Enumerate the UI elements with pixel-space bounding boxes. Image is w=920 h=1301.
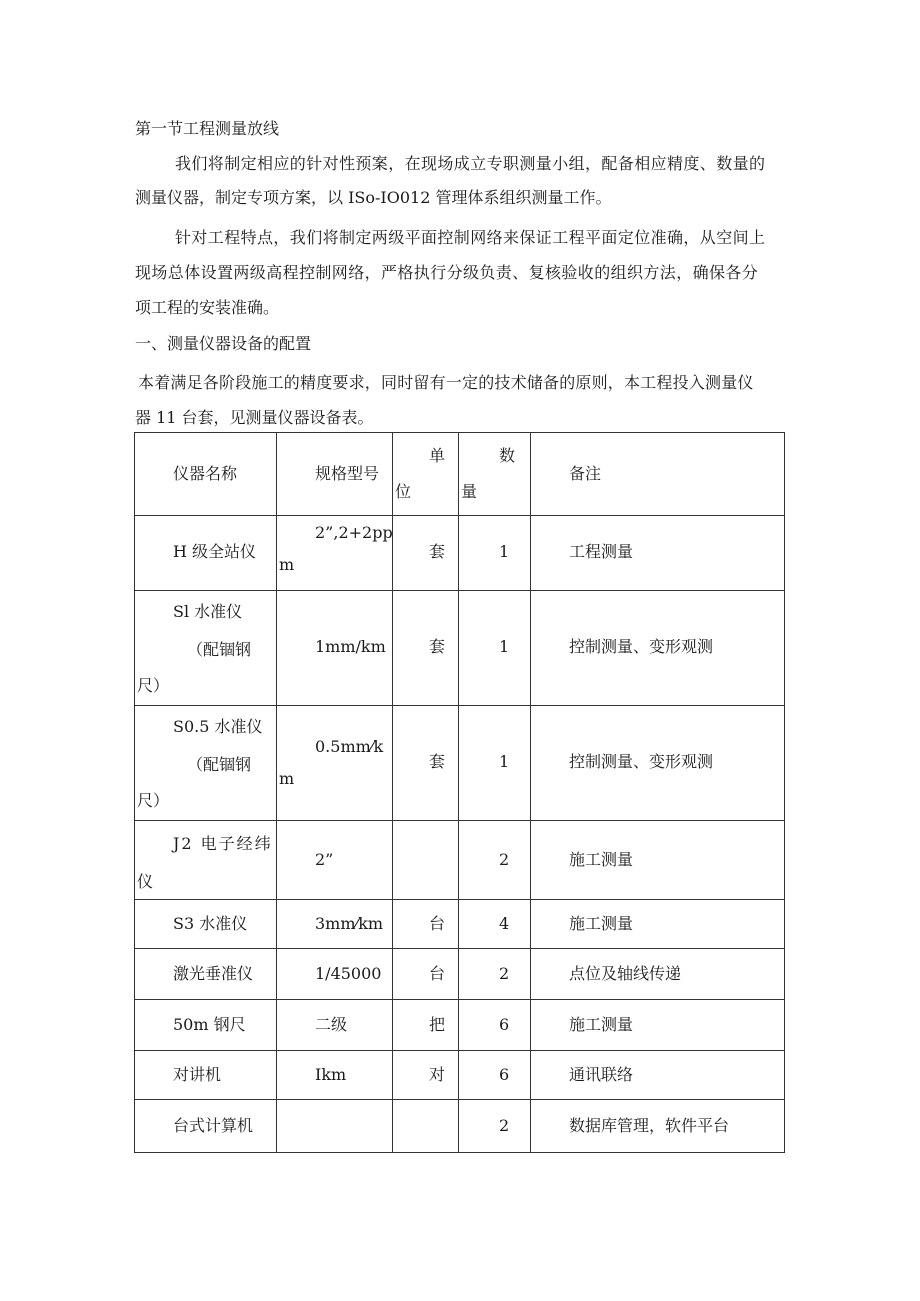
- table-row: [135, 706, 785, 821]
- cell-name: [135, 706, 277, 821]
- cell-qty: [459, 1051, 531, 1100]
- quantity: 2: [499, 850, 510, 869]
- cell-qty: [459, 1000, 531, 1051]
- cell-spec: [277, 516, 393, 591]
- note: 数据库管理，软件平台: [569, 1116, 730, 1135]
- table-header-row: [135, 433, 785, 516]
- unit: 对: [429, 1065, 446, 1084]
- header-unit-a: 单: [429, 446, 446, 465]
- header-cell: [277, 433, 393, 516]
- instrument-name-line-2: 仪: [137, 872, 154, 891]
- unit: 台: [429, 964, 446, 983]
- cell-name: [135, 1000, 277, 1051]
- table-row: [135, 949, 785, 1000]
- cell-name: [135, 1051, 277, 1100]
- unit: 套: [429, 542, 446, 561]
- instrument-name-line-1: Sl 水准仪: [173, 602, 243, 621]
- cell-spec: [277, 900, 393, 949]
- quantity: 4: [499, 914, 510, 933]
- cell-note: [531, 1100, 785, 1153]
- cell-note: [531, 1000, 785, 1051]
- quantity: 1: [499, 637, 510, 656]
- cell-name: [135, 821, 277, 900]
- quantity: 6: [499, 1015, 510, 1034]
- cell-name: [135, 900, 277, 949]
- cell-note: [531, 900, 785, 949]
- note: 施工测量: [569, 1015, 634, 1034]
- header-cell: [531, 433, 785, 516]
- cell-qty: [459, 821, 531, 900]
- cell-spec: [277, 949, 393, 1000]
- header-name: 仪器名称: [173, 464, 238, 483]
- cell-note: [531, 516, 785, 591]
- cell-qty: [459, 516, 531, 591]
- paragraph-2-line-1: 针对工程特点，我们将制定两级平面控制网络来保证工程平面定位准确，从空间上: [175, 228, 766, 247]
- cell-spec: [277, 1000, 393, 1051]
- cell-note: [531, 591, 785, 706]
- table-row: [135, 1051, 785, 1100]
- table-row: [135, 591, 785, 706]
- note: 点位及轴线传递: [569, 964, 682, 983]
- table-row: [135, 900, 785, 949]
- unit: 台: [429, 914, 446, 933]
- instrument-name-line-1: J2 电子经纬: [173, 834, 273, 853]
- paragraph-2-line-2: 现场总体设置两级高程控制网络，严格执行分级负责、复核验收的组织方法，确保各分: [135, 263, 759, 282]
- table-row: [135, 1000, 785, 1051]
- unit: 套: [429, 637, 446, 656]
- unit: 套: [429, 752, 446, 771]
- cell-name: [135, 591, 277, 706]
- instrument-name-line-2: （配锢钢: [187, 755, 252, 774]
- cell-spec: [277, 706, 393, 821]
- quantity: 1: [499, 752, 510, 771]
- spec: 3mm⁄km: [315, 914, 384, 933]
- note: 控制测量、变形观测: [569, 637, 714, 656]
- cell-unit: [393, 949, 459, 1000]
- instrument-name-line-1: S0.5 水准仪: [173, 717, 263, 736]
- cell-unit: [393, 821, 459, 900]
- cell-unit: [393, 516, 459, 591]
- cell-spec: [277, 821, 393, 900]
- cell-qty: [459, 591, 531, 706]
- cell-note: [531, 1051, 785, 1100]
- paragraph-1-line-2: 测量仪器，制定专项方案，以 ISo-IO012 管理体系组织测量工作。: [135, 188, 612, 207]
- spec: Ikm: [315, 1065, 347, 1084]
- section-title: 第一节工程测量放线: [135, 119, 280, 138]
- instrument-name: 对讲机: [173, 1065, 222, 1084]
- cell-unit: [393, 591, 459, 706]
- section-heading: 一、测量仪器设备的配置: [135, 334, 312, 353]
- table-row: [135, 821, 785, 900]
- spec-line-2: m: [279, 555, 295, 574]
- cell-note: [531, 949, 785, 1000]
- cell-unit: [393, 1051, 459, 1100]
- intro-line-1: 本着满足各阶段施工的精度要求，同时留有一定的技术储备的原则，本工程投入测量仪: [138, 373, 754, 392]
- cell-name: [135, 516, 277, 591]
- note: 通讯联络: [569, 1065, 634, 1084]
- cell-name: [135, 1100, 277, 1153]
- spec-line-1: 0.5mm⁄k: [315, 737, 384, 756]
- instrument-name-line-2: （配锢钢: [187, 640, 252, 659]
- instrument-name: 50m 钢尺: [173, 1015, 246, 1034]
- header-cell: [459, 433, 531, 516]
- cell-qty: [459, 900, 531, 949]
- instrument-name: 激光垂准仪: [173, 964, 254, 983]
- instrument-name-line-3: 尺）: [137, 791, 170, 810]
- header-unit-b: 位: [395, 482, 412, 501]
- quantity: 6: [499, 1065, 510, 1084]
- equipment-table: [134, 432, 785, 1153]
- spec: 2”: [315, 850, 334, 869]
- cell-spec: [277, 1051, 393, 1100]
- cell-qty: [459, 949, 531, 1000]
- table-row: [135, 516, 785, 591]
- note: 施工测量: [569, 914, 634, 933]
- intro-line-2: 器 11 台套，见测量仪器设备表。: [135, 408, 374, 427]
- header-spec: 规格型号: [315, 464, 380, 483]
- header-cell: [393, 433, 459, 516]
- quantity: 2: [499, 1116, 510, 1135]
- cell-note: [531, 821, 785, 900]
- instrument-name: S3 水准仪: [173, 914, 248, 933]
- instrument-name: H 级全站仪: [173, 542, 257, 561]
- paragraph-2-line-3: 项工程的安装准确。: [135, 298, 280, 317]
- spec: 1/45000: [315, 964, 382, 983]
- unit: 把: [429, 1015, 446, 1034]
- instrument-name: 台式计算机: [173, 1116, 254, 1135]
- cell-note: [531, 706, 785, 821]
- cell-qty: [459, 1100, 531, 1153]
- quantity: 1: [499, 542, 510, 561]
- note: 施工测量: [569, 850, 634, 869]
- header-note: 备注: [569, 464, 602, 483]
- spec-line-2: m: [279, 769, 295, 788]
- instrument-name-line-3: 尺）: [137, 676, 170, 695]
- spec: 1mm/km: [315, 637, 386, 656]
- note: 工程测量: [569, 542, 634, 561]
- quantity: 2: [499, 964, 510, 983]
- header-cell: [135, 433, 277, 516]
- cell-unit: [393, 900, 459, 949]
- cell-name: [135, 949, 277, 1000]
- cell-spec: [277, 1100, 393, 1153]
- note: 控制测量、变形观测: [569, 752, 714, 771]
- cell-unit: [393, 1000, 459, 1051]
- cell-unit: [393, 1100, 459, 1153]
- header-qty-a: 数: [499, 446, 516, 465]
- spec-line-1: 2”,2+2pp: [315, 523, 393, 542]
- cell-spec: [277, 591, 393, 706]
- cell-unit: [393, 706, 459, 821]
- spec: 二级: [315, 1015, 348, 1034]
- paragraph-1-line-1: 我们将制定相应的针对性预案，在现场成立专职测量小组，配备相应精度、数量的: [175, 154, 766, 173]
- table-row: [135, 1100, 785, 1153]
- header-qty-b: 量: [461, 482, 478, 501]
- cell-qty: [459, 706, 531, 821]
